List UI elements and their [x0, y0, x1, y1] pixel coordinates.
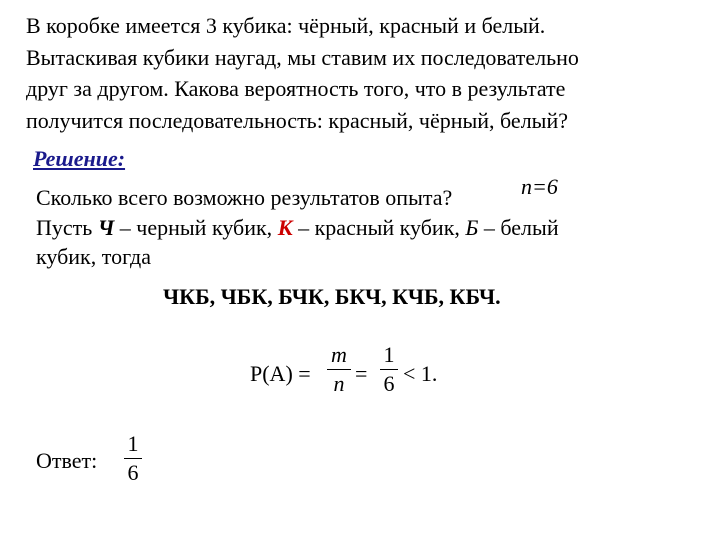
problem-line-3: друг за другом. Какова вероятность того, что в результате — [26, 76, 566, 101]
legend-continuation: кубик, тогда — [36, 244, 151, 269]
formula-inequality: < 1. — [403, 361, 438, 386]
answer-label: Ответ: — [36, 448, 98, 473]
problem-line-1: В коробке имеется 3 кубика: чёрный, красный и белый. — [26, 13, 546, 38]
fraction-denominator: 6 — [383, 371, 395, 396]
answer-numerator: 1 — [127, 431, 139, 456]
solution-heading: Решение: — [33, 146, 126, 171]
problem-line-2: Вытаскивая кубики наугад, мы ставим их последовательно — [26, 44, 579, 70]
formula-lhs: P(A) = — [250, 361, 311, 386]
outcomes-count: n=6 — [521, 174, 558, 199]
probability-formula — [250, 343, 450, 403]
legend-line — [36, 214, 559, 242]
outcomes-question: Сколько всего возможно результатов опыта? — [36, 185, 453, 210]
answer-denominator: 6 — [127, 460, 139, 485]
red-description: – красный кубик, — [292, 215, 466, 240]
black-description: – черный кубик, — [114, 215, 278, 240]
fraction-denominator: n — [333, 371, 345, 396]
white-description: – белый — [478, 215, 559, 240]
white-letter: Б — [465, 215, 479, 240]
red-letter: К — [277, 215, 293, 240]
fraction-m-over-n — [327, 343, 351, 396]
fraction-bar — [327, 369, 351, 370]
fraction-bar — [380, 369, 398, 370]
outcome-sequences: ЧКБ, ЧБК, БЧК, БКЧ, КЧБ, КБЧ. — [163, 284, 501, 309]
formula-equals: = — [355, 361, 368, 386]
problem-line-4: получится последовательность: красный, чёрный, белый? — [26, 107, 568, 133]
answer-fraction — [124, 432, 142, 485]
fraction-one-sixth — [380, 343, 398, 396]
fraction-numerator: 1 — [383, 342, 395, 367]
black-letter: Ч — [97, 215, 115, 240]
legend-prefix: Пусть — [36, 215, 98, 240]
problem-statement — [26, 10, 579, 136]
fraction-bar — [124, 458, 142, 459]
fraction-numerator: m — [331, 342, 347, 367]
